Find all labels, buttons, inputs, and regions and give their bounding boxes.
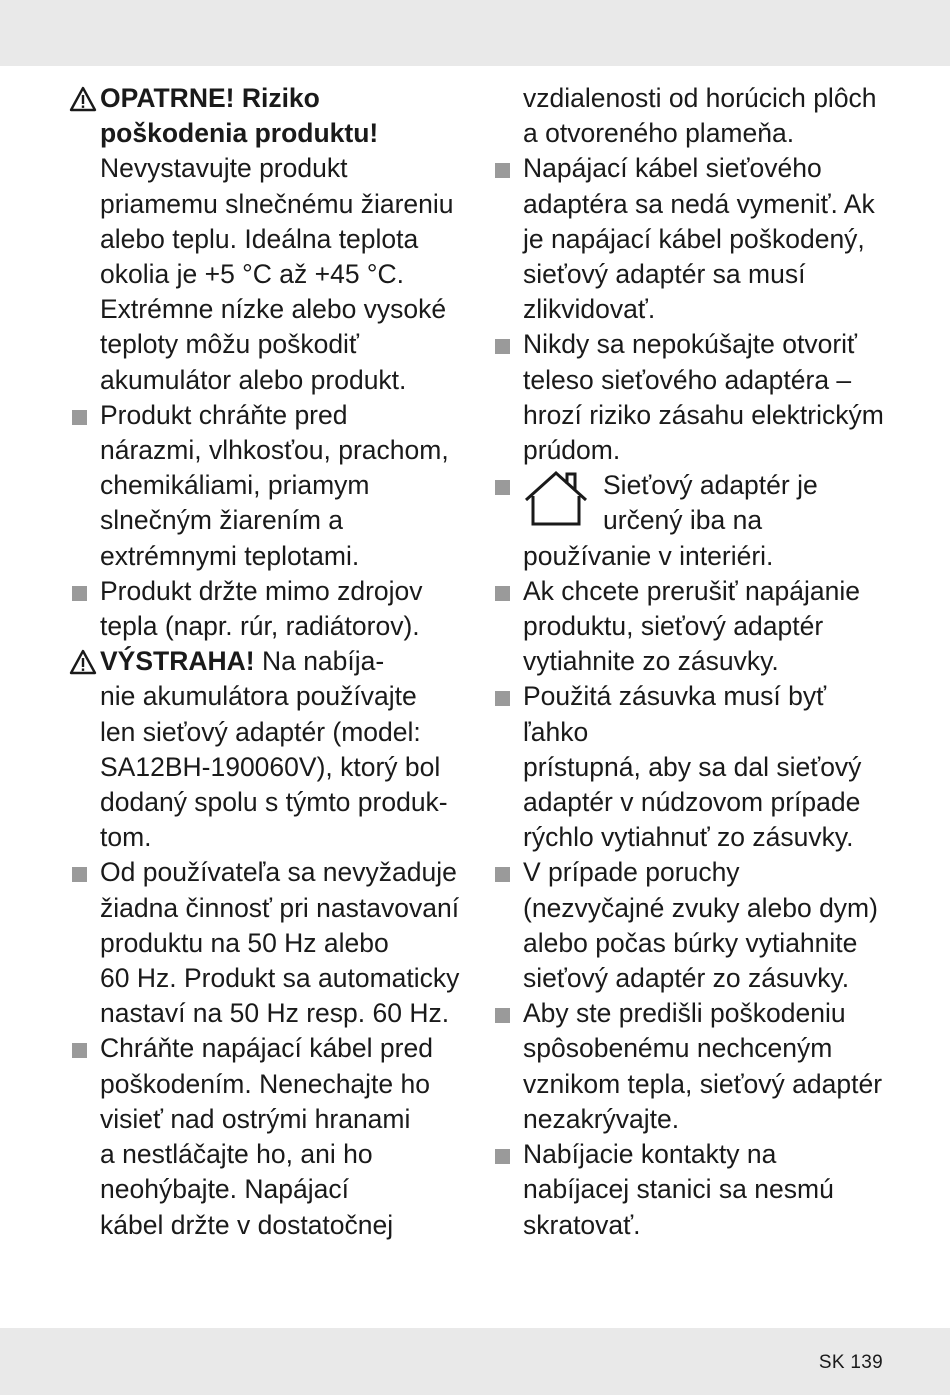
warning-block — [69, 644, 469, 855]
text-line: prúdom. — [523, 435, 621, 466]
text-line: sieťový adaptér zo zásuvky. — [523, 963, 850, 994]
square-bullet-icon — [495, 1149, 510, 1164]
text-line: spôsobenému nechceným — [523, 1033, 833, 1064]
text-line: Aby ste predišli poškodeniu — [523, 998, 846, 1029]
text-line: nezakrývajte. — [523, 1103, 680, 1134]
square-bullet-icon — [495, 691, 510, 706]
caution-heading-line2: poškodenia produktu! — [100, 118, 379, 149]
text-line: zlikvidovať. — [523, 294, 656, 325]
text-line: extrémnymi teplotami. — [100, 540, 360, 571]
text-line: Sieťový adaptér je — [603, 470, 818, 501]
text-line: adaptér v núdzovom prípade — [523, 787, 861, 818]
text-line: produktu na 50 Hz alebo — [100, 927, 389, 958]
text-line: tom. — [100, 822, 152, 853]
text-line: Od používateľa sa nevyžaduje — [100, 857, 457, 888]
text-line: visieť nad ostrými hranami — [100, 1103, 411, 1134]
list-item — [492, 996, 892, 1137]
text-line: hrozí riziko zásahu elektrickým — [523, 399, 884, 430]
square-bullet-icon — [72, 1043, 87, 1058]
text-line: chemikáliami, priamym — [100, 470, 370, 501]
text-line: a nestláčajte ho, ani ho — [100, 1139, 373, 1170]
text-line: vytiahnite zo zásuvky. — [523, 646, 779, 677]
text-line: žiadna činnosť pri nastavovaní — [100, 892, 460, 923]
warning-triangle-icon — [69, 649, 97, 675]
text-line: teploty môžu poškodiť — [100, 329, 359, 360]
text-line: Ak chcete prerušiť napájanie — [523, 575, 860, 606]
text-line: a otvoreného plameňa. — [523, 118, 795, 149]
text-line: rýchlo vytiahnuť zo zásuvky. — [523, 822, 854, 853]
text-line: adaptéra sa nedá vymeniť. Ak — [523, 188, 875, 219]
text-line: vzdialenosti od horúcich plôch — [523, 83, 877, 113]
square-bullet-icon — [495, 586, 510, 601]
text-line: alebo počas búrky vytiahnite — [523, 927, 858, 958]
footer-band — [0, 1328, 950, 1395]
square-bullet-icon — [72, 586, 87, 601]
warning-triangle-icon — [69, 86, 97, 112]
text-line: alebo teplu. Ideálna teplota — [100, 223, 419, 254]
text-line: nárazmi, vlhkosťou, prachom, — [100, 435, 449, 466]
text-line: V prípade poruchy — [523, 857, 740, 888]
right-column — [492, 81, 892, 1243]
list-item — [492, 574, 892, 680]
text-line: Chráňte napájací kábel pred — [100, 1033, 433, 1064]
square-bullet-icon — [72, 410, 87, 425]
text-line: skratovať. — [523, 1209, 641, 1240]
text-line: poškodením. Nenechajte ho — [100, 1068, 430, 1099]
text-line: je napájací kábel poškodený, — [523, 223, 865, 254]
text-line: Použitá zásuvka musí byť ľahko — [523, 681, 827, 747]
square-bullet-icon — [495, 163, 510, 178]
text-line: Produkt držte mimo zdrojov — [100, 575, 423, 606]
list-item — [69, 855, 469, 1031]
text-line: nabíjacej stanici sa nesmú — [523, 1174, 834, 1205]
warning-first-line — [100, 644, 469, 679]
list-item — [492, 679, 892, 855]
text-line: akumulátor alebo produkt. — [100, 364, 407, 395]
text-line: len sieťový adaptér (model: — [100, 716, 421, 747]
text-line: nastaví na 50 Hz resp. 60 Hz. — [100, 998, 450, 1029]
list-item — [492, 151, 892, 327]
left-column — [69, 81, 469, 1243]
text-line: Produkt chráňte pred — [100, 399, 348, 430]
list-item — [69, 1031, 469, 1242]
list-item — [69, 398, 469, 574]
text-line: Napájací kábel sieťového — [523, 153, 822, 184]
list-item — [492, 1137, 892, 1243]
header-band — [0, 0, 950, 66]
text-line: tepla (napr. rúr, radiátorov). — [100, 611, 420, 642]
text-line: SA12BH-190060V), ktorý bol — [100, 751, 441, 782]
square-bullet-icon — [495, 480, 510, 495]
text-line: kábel držte v dostatočnej — [100, 1209, 394, 1240]
warning-heading: VÝSTRAHA! — [100, 646, 255, 677]
text-line: prístupná, aby sa dal sieťový — [523, 751, 862, 782]
text-line: okolia je +5 °C až +45 °C. — [100, 259, 405, 290]
indoor-use-house-icon — [523, 470, 589, 528]
list-item — [69, 574, 469, 644]
text-line: dodaný spolu s týmto produk- — [100, 787, 448, 818]
text-line: Nikdy sa nepokúšajte otvoriť — [523, 329, 857, 360]
text-line: Nabíjacie kontakty na — [523, 1139, 777, 1170]
list-item — [492, 855, 892, 996]
text-line: 60 Hz. Produkt sa automaticky — [100, 963, 460, 994]
text-line: Extrémne nízke alebo vysoké — [100, 294, 447, 325]
caution-block — [69, 81, 469, 398]
text-line: neohýbajte. Napájací — [100, 1174, 349, 1205]
text-line: sieťový adaptér sa musí — [523, 259, 806, 290]
list-item — [492, 327, 892, 468]
square-bullet-icon — [72, 867, 87, 882]
square-bullet-icon — [495, 1008, 510, 1023]
text-line: vznikom tepla, sieťový adaptér — [523, 1068, 883, 1099]
caution-heading: OPATRNE! Riziko — [100, 83, 320, 113]
text-line: Nevystavujte produkt — [100, 153, 348, 184]
text-line: teleso sieťového adaptéra – — [523, 364, 852, 395]
text-line: produktu, sieťový adaptér — [523, 611, 824, 642]
page-number: SK 139 — [818, 1352, 883, 1373]
text-line: priamemu slnečnému žiareniu — [100, 188, 454, 219]
text-line: (nezvyčajné zvuky alebo dym) — [523, 892, 878, 923]
text-line: používanie v interiéri. — [523, 540, 774, 571]
square-bullet-icon — [495, 339, 510, 354]
list-item — [492, 468, 892, 574]
text-fragment: Na nabíja- — [254, 646, 385, 677]
text-line: určený iba na — [603, 505, 763, 536]
square-bullet-icon — [495, 867, 510, 882]
text-line: slnečným žiarením a — [100, 505, 344, 536]
continued-text — [492, 81, 892, 151]
text-line: nie akumulátora používajte — [100, 681, 417, 712]
